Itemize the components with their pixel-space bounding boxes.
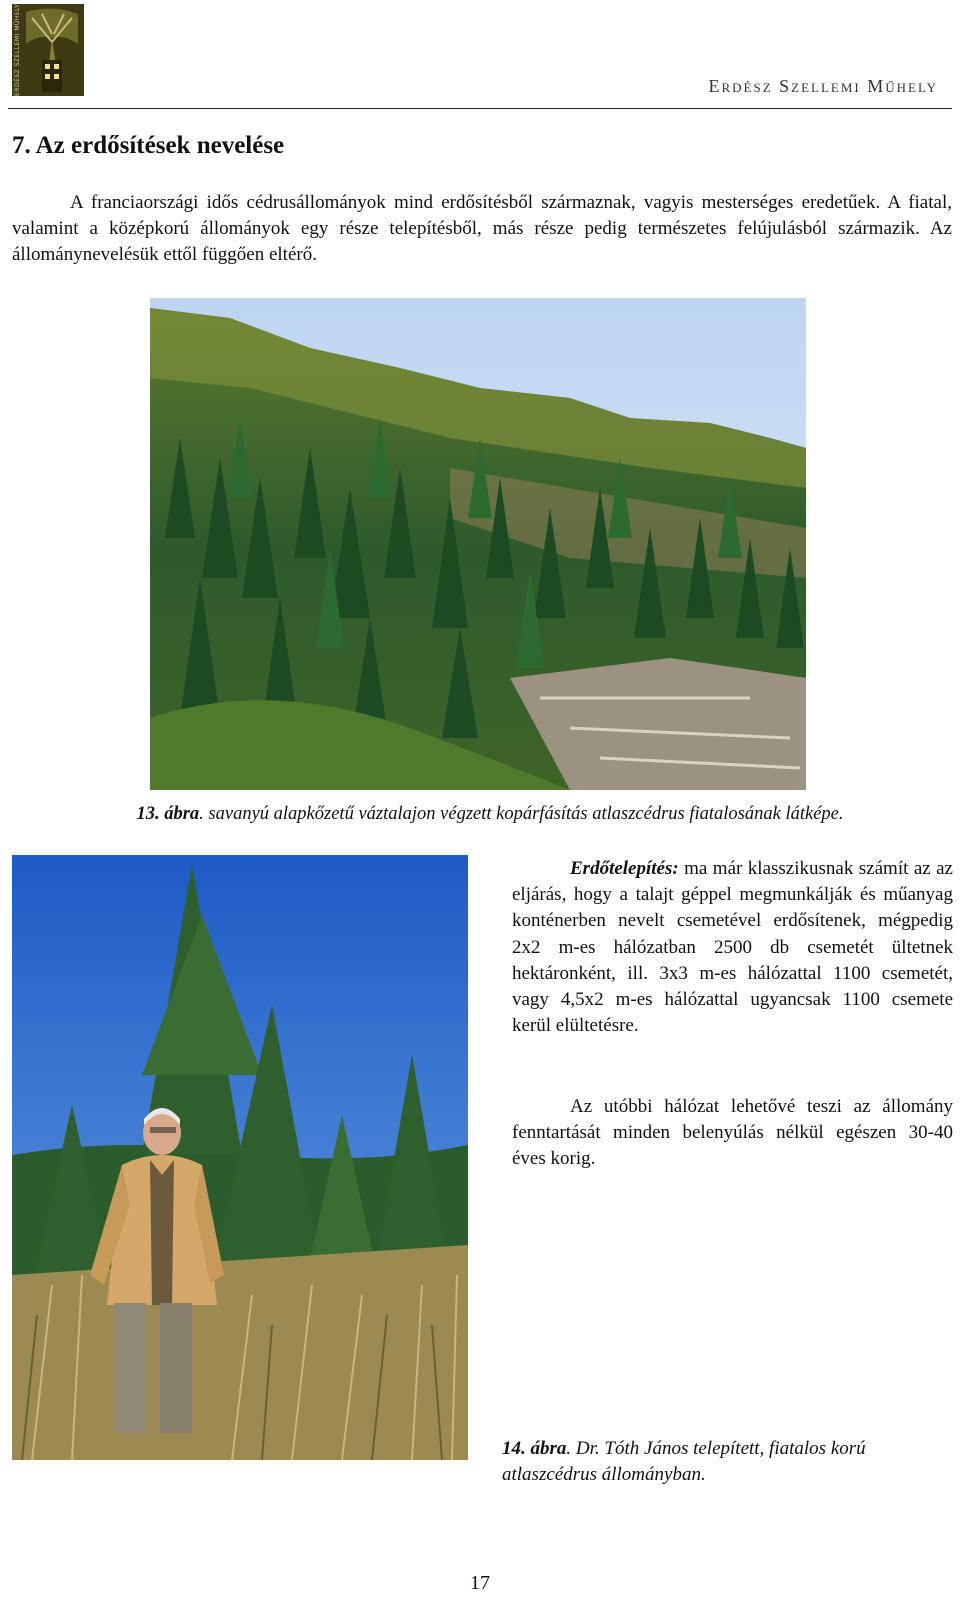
intro-paragraph: A franciaországi idős cédrusállományok mind erdősítésből származnak, vagyis mesterséges eredetűek. A fiatal, valamint a középkorú állományok egy része telepítésből, más része pedig természetes felújulásból származik. Az állománynevelésük ettől függően eltérő. bbox=[12, 192, 952, 265]
logo-text: ERDÉSZ SZELLEMI MŰHELY bbox=[14, 4, 21, 96]
figure-13-caption bbox=[40, 804, 940, 825]
afforestation-body: ma már klasszikusnak számít az az eljárás, hogy a talajt géppel megmunkálják és műanyag konténerben nevelt csemetével erdősítenek, mégpedig 2x2 m-es hálózatban 2500 db csemetét ültetnek hektáronként, ill. 3x3 m-es hálózattal 1100 csemetét, vagy 4,5x2 m-es hálózattal ugyancsak 1100 csemete kerül elültetésre. bbox=[512, 858, 953, 1037]
afforestation-paragraph bbox=[512, 856, 953, 1039]
section-title: 7. Az erdősítések nevelése bbox=[12, 132, 285, 159]
header-rule bbox=[8, 108, 952, 109]
figure-14-caption bbox=[502, 1436, 952, 1488]
figure-14-text: . Dr. Tóth János telepített, fiatalos korú atlaszcédrus állományban. bbox=[502, 1438, 866, 1485]
logo bbox=[12, 4, 84, 96]
header-title: Erdész Szellemi Műhely bbox=[708, 76, 938, 96]
hillside-forest-photo bbox=[150, 298, 806, 790]
afforestation-lead: Erdőtelepítés: bbox=[570, 858, 679, 879]
figure-13-label: 13. ábra bbox=[136, 804, 200, 824]
man-among-cedars-photo bbox=[12, 855, 468, 1460]
spacing-paragraph: Az utóbbi hálózat lehetővé teszi az állomány fenntartását minden belenyúlás nélkül egészen 30-40 éves korig. bbox=[512, 1096, 953, 1170]
page-number: 17 bbox=[470, 1572, 490, 1594]
figure-13-text: . savanyú alapkőzetű váztalajon végzett kopárfásítás atlaszcédrus fiatalosának látképe. bbox=[199, 804, 844, 824]
figure-14-label: 14. ábra bbox=[502, 1438, 567, 1459]
